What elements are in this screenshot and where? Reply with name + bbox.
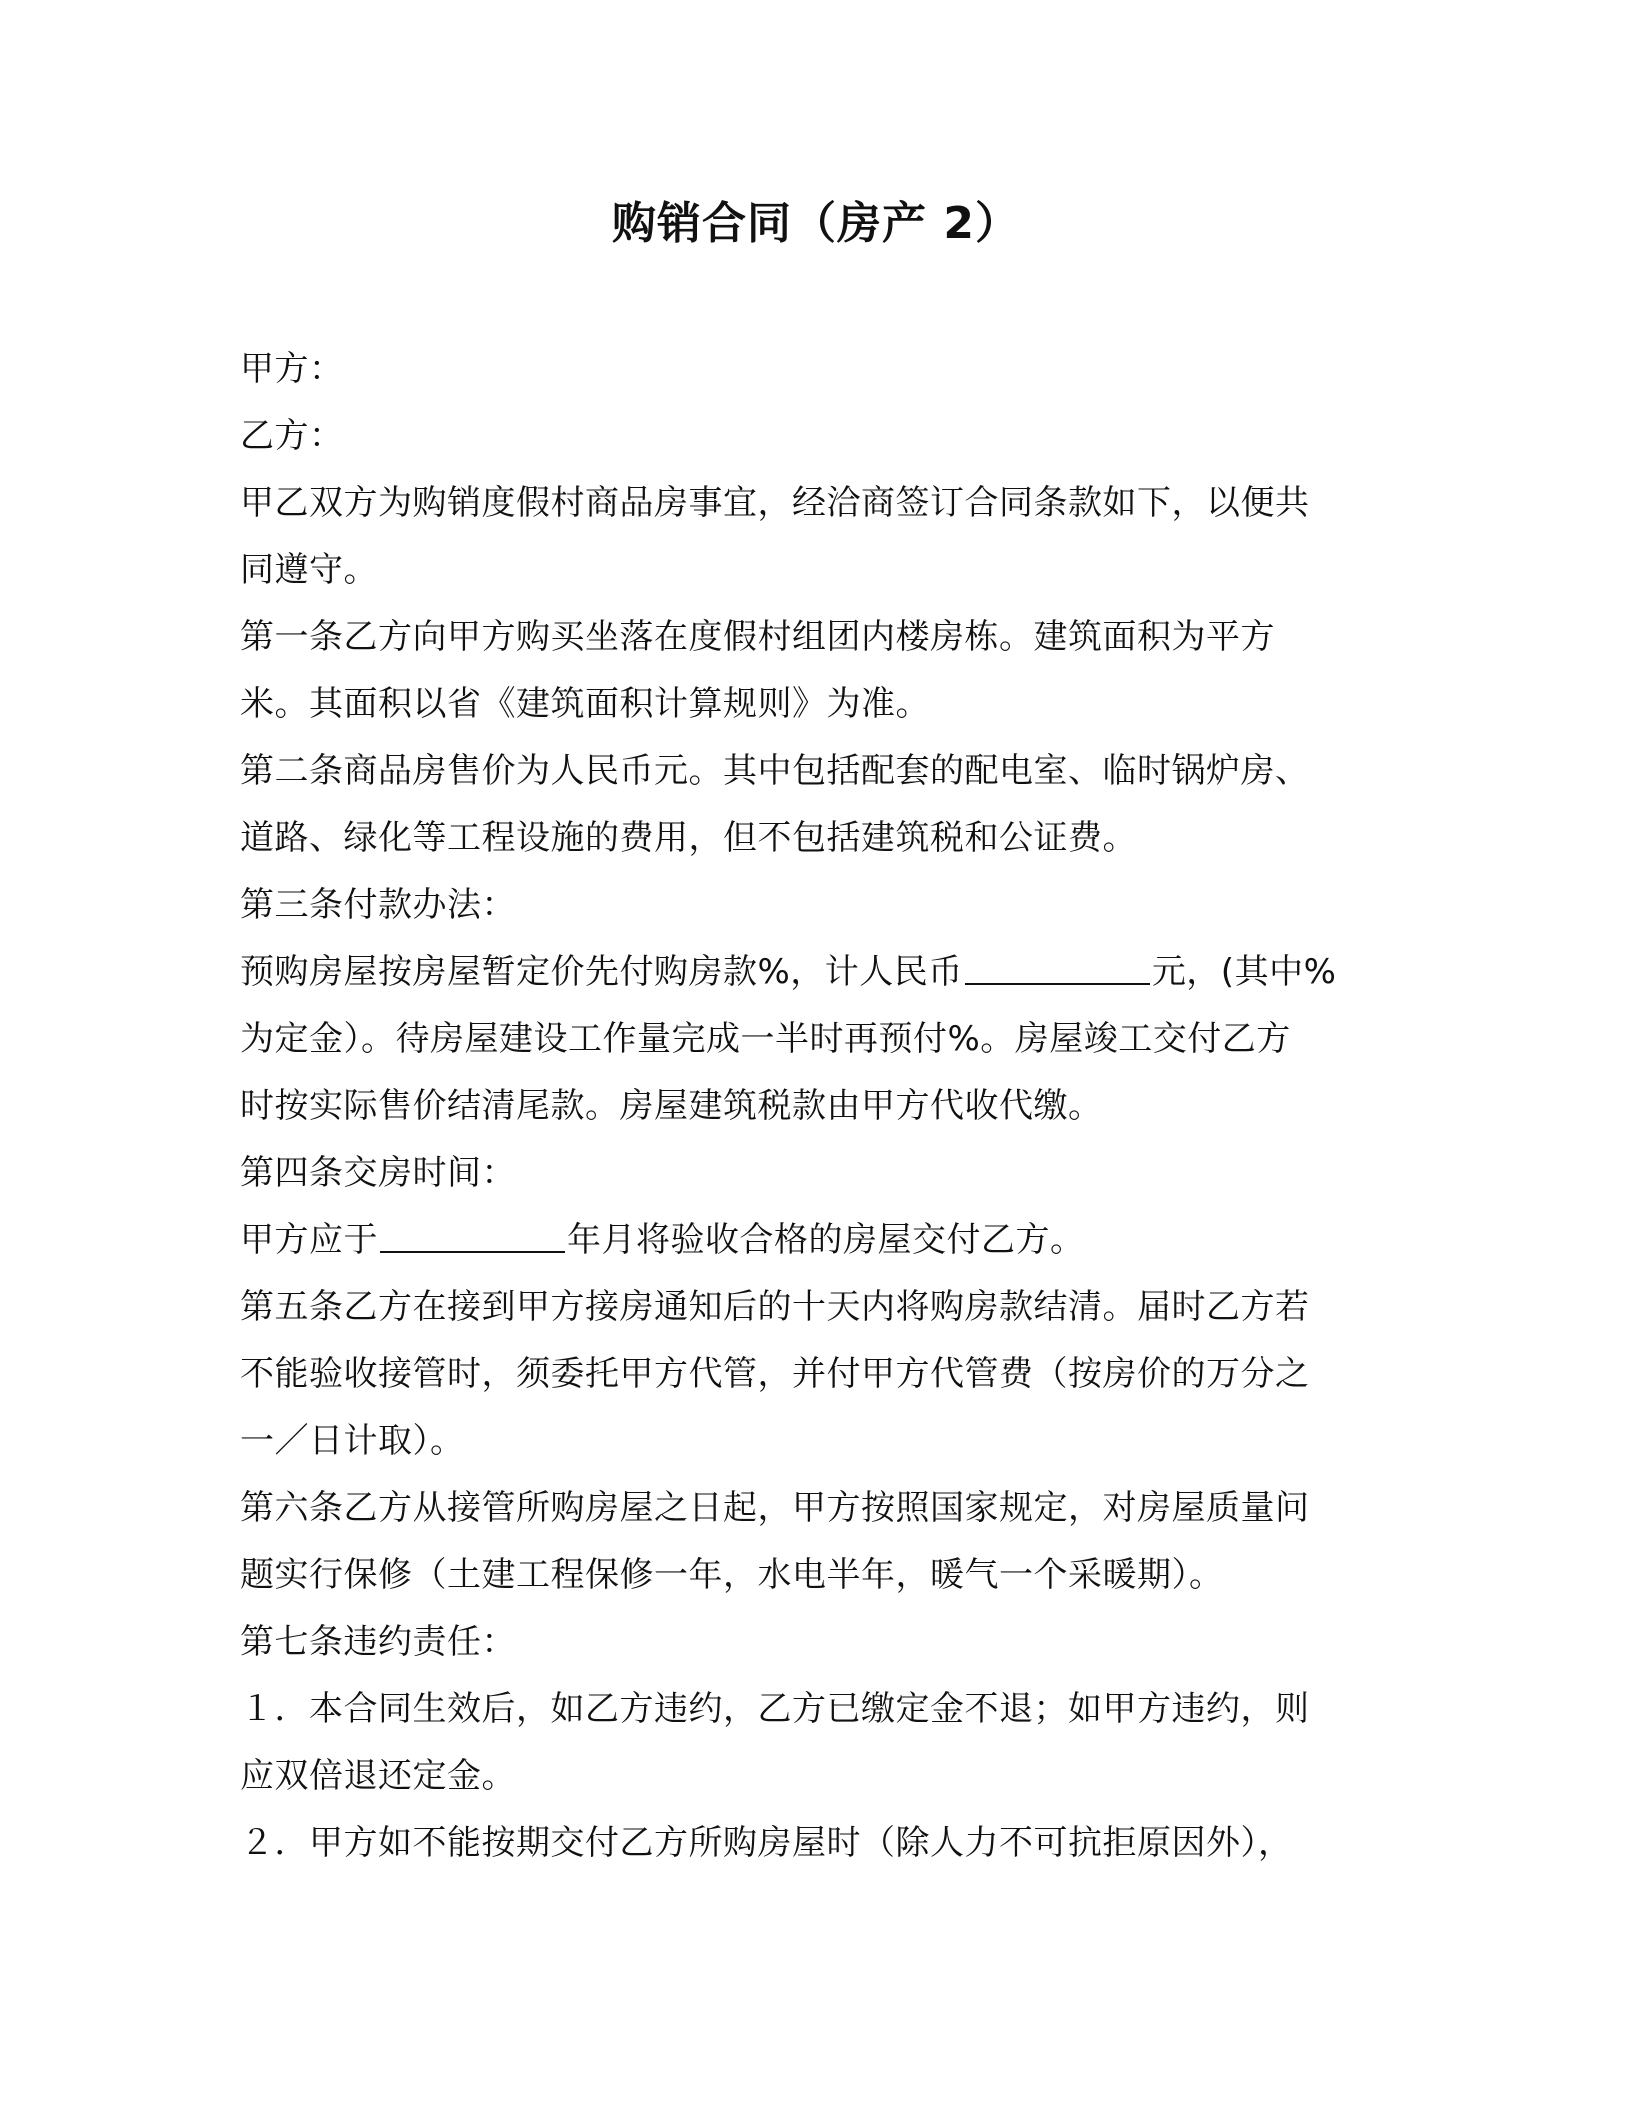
text-line: １．本合同生效后，如乙方违约，乙方已缴定金不退；如甲方违约，则 <box>240 1689 1310 1729</box>
text-line: 第七条违约责任： <box>240 1622 516 1662</box>
text-line: 第六条乙方从接管所购房屋之日起，甲方按照国家规定，对房屋质量问 <box>240 1488 1310 1528</box>
text-line: 一／日计取）。 <box>240 1421 465 1461</box>
text-line: 乙方： <box>240 416 344 456</box>
text-line: 同遵守。 <box>240 550 378 590</box>
text-line: 第三条付款办法： <box>240 885 516 925</box>
text-line: 应双倍退还定金。 <box>240 1756 516 1796</box>
text-line: 第一条乙方向甲方购买坐落在度假村组团内楼房栋。建筑面积为平方 <box>240 617 1275 657</box>
text-line: ２．甲方如不能按期交付乙方所购房屋时（除人力不可抗拒原因外）， <box>240 1823 1293 1863</box>
text-line: 第四条交房时间： <box>240 1153 516 1193</box>
text-line: 第二条商品房售价为人民币元。其中包括配套的配电室、临时锅炉房、 <box>240 751 1310 791</box>
text-line-with-blank <box>240 1207 1390 1274</box>
document-title: 购销合同（房产 2） <box>612 198 1020 249</box>
text-line: 不能验收接管时，须委托甲方代管，并付甲方代管费（按房价的万分之 <box>240 1354 1310 1394</box>
fill-in-blank <box>380 1215 565 1253</box>
text-line: 道路、绿化等工程设施的费用，但不包括建筑税和公证费。 <box>240 818 1137 858</box>
text-segment: 元，(其中% <box>1151 952 1337 992</box>
document-body <box>240 336 1390 1877</box>
fill-in-blank <box>965 947 1150 985</box>
text-line: 甲乙双方为购销度假村商品房事宜，经洽商签订合同条款如下，以便共 <box>240 483 1310 523</box>
text-line: 时按实际售价结清尾款。房屋建筑税款由甲方代收代缴。 <box>240 1086 1103 1126</box>
text-line: 第五条乙方在接到甲方接房通知后的十天内将购房款结清。届时乙方若 <box>240 1287 1310 1327</box>
text-segment: 预购房屋按房屋暂定价先付购房款%，计人民币 <box>240 952 963 992</box>
text-line: 甲方： <box>240 349 344 389</box>
text-line: 米。其面积以省《建筑面积计算规则》为准。 <box>240 684 930 724</box>
text-line: 题实行保修（土建工程保修一年，水电半年，暖气一个采暖期）。 <box>240 1555 1224 1595</box>
text-segment: 甲方应于 <box>240 1220 378 1260</box>
text-line: 为定金）。待房屋建设工作量完成一半时再预付%。房屋竣工交付乙方 <box>240 1019 1291 1059</box>
text-line-with-blank <box>240 939 1390 1006</box>
text-segment: 年月将验收合格的房屋交付乙方。 <box>567 1220 1085 1260</box>
